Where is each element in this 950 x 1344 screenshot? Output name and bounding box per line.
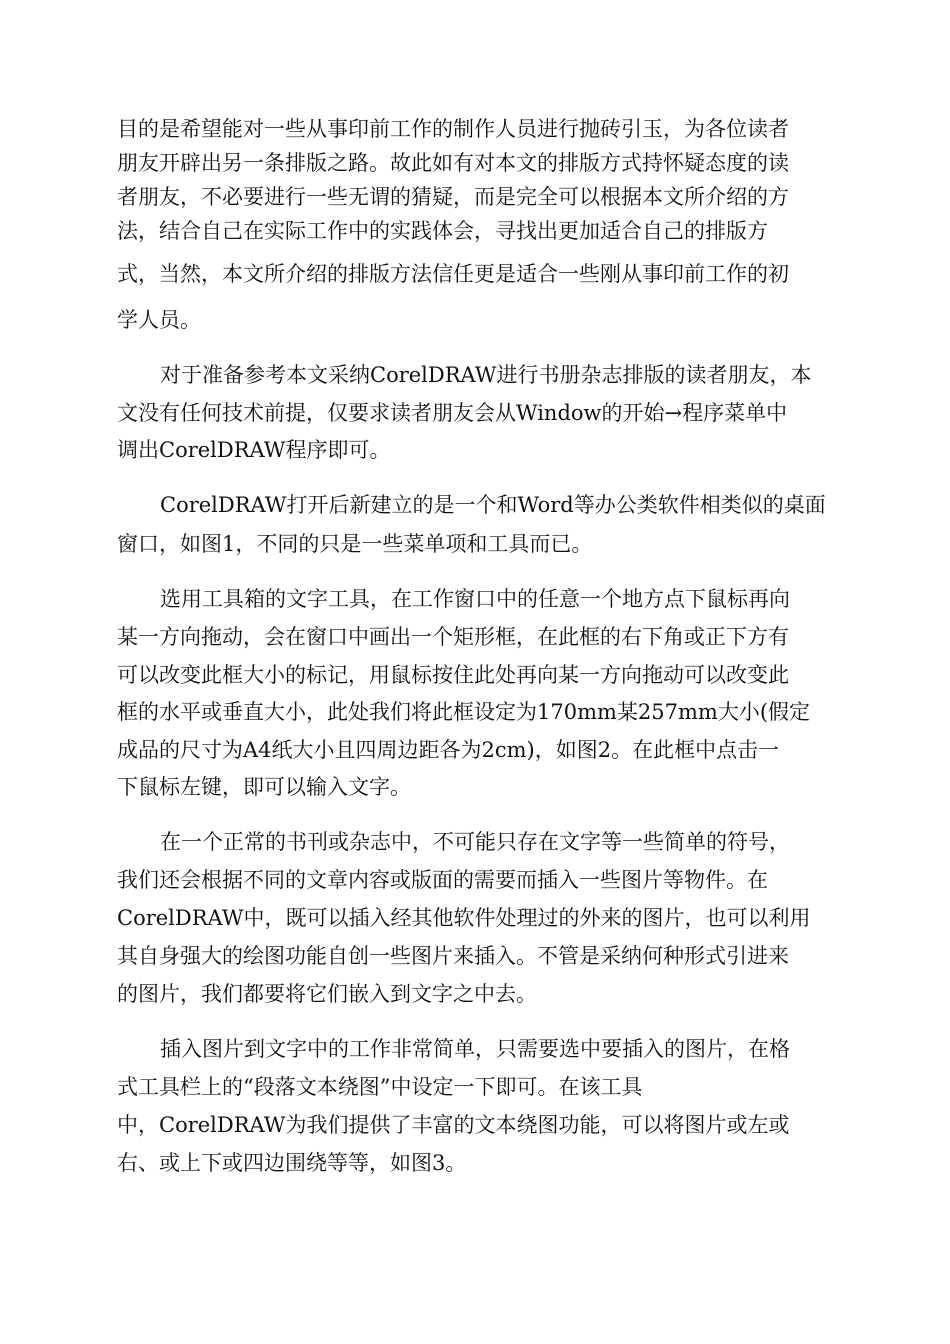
text-line: 的图片，我们都要将它们嵌入到文字之中去。 — [117, 982, 537, 1006]
text-line: 成品的尺寸为A4纸大小且四周边距各为2cm)，如图2。在此框中点击一 — [117, 738, 780, 762]
text-line: 右、或上下或四边围绕等等，如图3。 — [117, 1151, 467, 1175]
text-line: 下鼠标左键，即可以输入文字。 — [117, 775, 411, 799]
text-line: 者朋友，不必要进行一些无谓的猜疑，而是完全可以根据本文所介绍的方 — [117, 185, 789, 209]
text-line: 框的水平或垂直大小，此处我们将此框设定为170mm某257mm大小(假定 — [117, 700, 811, 724]
text-line: 朋友开辟出另一条排版之路。故此如有对本文的排版方式持怀疑态度的读 — [117, 151, 789, 175]
text-line: 文没有任何技术前提，仅要求读者朋友会从Window的开始→程序菜单中 — [117, 401, 788, 425]
text-line: 我们还会根据不同的文章内容或版面的需要而插入一些图片等物件。在 — [117, 868, 768, 892]
text-line: 目的是希望能对一些从事印前工作的制作人员进行抛砖引玉，为各位读者 — [117, 117, 789, 141]
text-line: CorelDRAW打开后新建立的是一个和Word等办公类软件相类似的桌面 — [160, 493, 826, 517]
text-line: 其自身强大的绘图功能自创一些图片来插入。不管是采纳何种形式引进来 — [117, 944, 789, 968]
text-line: 窗口，如图1，不同的只是一些菜单项和工具而已。 — [117, 532, 593, 556]
text-line: 插入图片到文字中的工作非常简单，只需要选中要插入的图片，在格 — [160, 1037, 790, 1061]
text-line: 某一方向拖动，会在窗口中画出一个矩形框，在此框的右下角或正下方有 — [117, 625, 789, 649]
text-line: 对于准备参考本文采纳CorelDRAW进行书册杂志排版的读者朋友，本 — [160, 363, 812, 387]
text-line: 中，CorelDRAW为我们提供了丰富的文本绕图功能，可以将图片或左或 — [117, 1113, 790, 1137]
text-line: 式工具栏上的“段落文本绕图”中设定一下即可。在该工具 — [117, 1075, 643, 1099]
text-line: 调出CorelDRAW程序即可。 — [117, 438, 391, 462]
text-line: 选用工具箱的文字工具，在工作窗口中的任意一个地方点下鼠标再向 — [160, 587, 790, 611]
text-line: 式，当然，本文所介绍的排版方法信任更是适合一些刚从事印前工作的初 — [117, 262, 789, 286]
text-line: 在一个正常的书刊或杂志中，不可能只存在文字等一些简单的符号， — [160, 830, 790, 854]
text-line: 可以改变此框大小的标记，用鼠标按住此处再向某一方向拖动可以改变此 — [117, 663, 789, 687]
text-line: 法，结合自己在实际工作中的实践体会，寻找出更加适合自己的排版方 — [117, 219, 768, 243]
text-line: CorelDRAW中，既可以插入经其他软件处理过的外来的图片，也可以利用 — [117, 906, 811, 930]
text-line: 学人员。 — [117, 308, 201, 332]
